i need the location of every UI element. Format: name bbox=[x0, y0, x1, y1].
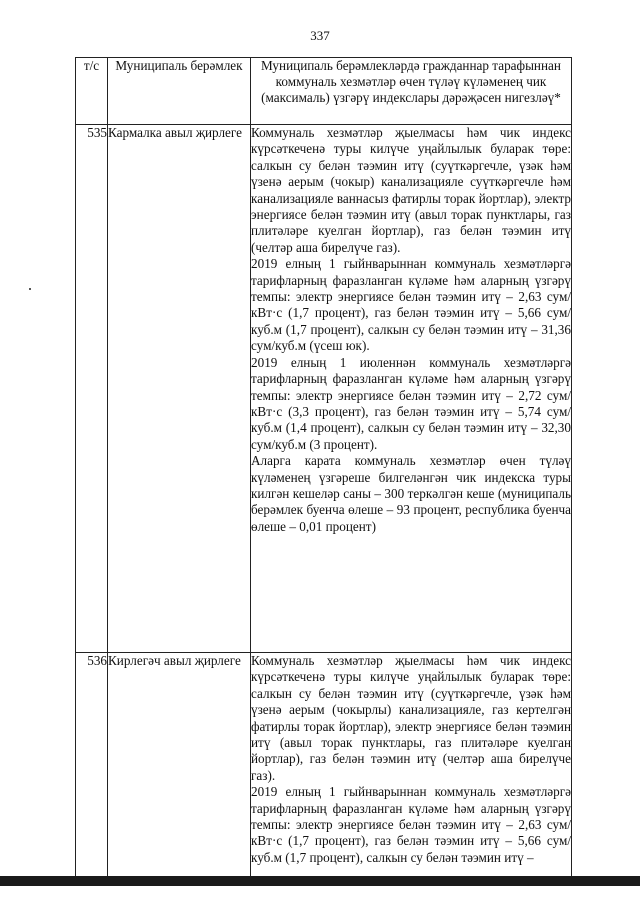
header-municipality: Муниципаль берәмлек bbox=[108, 58, 251, 125]
index-description bbox=[251, 653, 572, 882]
table-row bbox=[76, 125, 572, 653]
header-num: т/с bbox=[76, 58, 108, 125]
municipality-name: Кирлегәч авыл җирлеге bbox=[108, 653, 251, 882]
description-paragraph: 2019 елның 1 гыйнварыннан коммуналь хезмәтләргә тарифларның фаразланган күләме һәм аларның үзгәрү темпы: электр энергиясе белән тәэмин итү – 2,63 сум/кВт·с (1,7 процент), газ белән тәэмин итү – 5,66 сум/куб.м (1,7 процент), салкын су белән тәэмин итү – 31,36 сум/куб.м (үсеш юк). bbox=[251, 256, 571, 354]
description-paragraph: 2019 елның 1 июленнән коммуналь хезмәтләргә тарифларның фаразланган күләме һәм аларның үзгәрү темпы: электр энергиясе белән тәэмин итү – 2,72 сум/кВт·с (3,3 процент), газ белән тәэмин итү – 5,74 сум/куб.м (1,4 процент), салкын су белән тәэмин итү – 32,30 сум/куб.м (3 процент). bbox=[251, 354, 571, 452]
description-paragraph: Коммуналь хезмәтләр җыелмасы һәм чик индекс күрсәткеченә туры килүче уңайлылык буларак төре: салкын су белән тәэмин итү (суүткәргечле, үзәк һәм үзенә аерым (чокырлы) канализацияле, газ кертелгән фатирлы торак йортлар), электр энергиясе белән тәэмин итү (авыл торак пунктлары, газ плитәләре куелган йортлар), газ белән тәэмин итү (челтәр аша бирелүче газ). bbox=[251, 653, 571, 783]
table-row bbox=[76, 653, 572, 882]
index-description bbox=[251, 125, 572, 653]
table-header-row bbox=[76, 58, 572, 125]
page-number: 337 bbox=[310, 28, 330, 43]
description-paragraph: Аларга карата коммуналь хезмәтләр өчен түләү күләменең үзгәреше билгеләнгән чик индекска туры килгән кешеләр саны – 300 теркәлгән кеше (муниципаль берәмлек буенча өлеше – 93 процент, республика буенча өлеше – 0,01 процент) bbox=[251, 453, 571, 534]
header-index: Муниципаль берәмлекләрдә гражданнар тарафыннан коммуналь хезмәтләр өчен түләү күләменең чик (максималь) үзгәрү индекслары дәрәҗәсен нигезләү* bbox=[251, 58, 572, 125]
row-number: 536 bbox=[76, 653, 108, 882]
tariff-table bbox=[75, 57, 572, 882]
municipality-name: Кармалка авыл җирлеге bbox=[108, 125, 251, 653]
row-number: 535 bbox=[76, 125, 108, 653]
description-paragraph: Коммуналь хезмәтләр җыелмасы һәм чик индекс күрсәткеченә туры килүче уңайлылык буларак төре: салкын су белән тәэмин итү (суүткәргечле, үзәк һәм үзенә аерым (чокыр) канализацияле суүткәргечле һәм канализацияле ваннасыз фатирлы торак йортлар), электр энергиясе белән тәэмин итү (авыл торак пунктлары, газ плитәләре куелган йортлар), газ белән тәэмин итү (челтәр аша бирелүче газ). bbox=[251, 125, 571, 255]
scan-artifact bbox=[29, 288, 31, 290]
scan-bottom-border bbox=[0, 876, 640, 886]
description-paragraph: 2019 елның 1 гыйнварыннан коммуналь хезмәтләргә тарифларның фаразланган күләме һәм аларның үзгәрү темпы: электр энергиясе белән тәэмин итү – 2,63 сум/кВт·с (1,7 процент), газ белән тәэмин итү – 5,66 сум/куб.м (1,7 процент), салкын су белән тәэмин итү – bbox=[251, 784, 571, 865]
